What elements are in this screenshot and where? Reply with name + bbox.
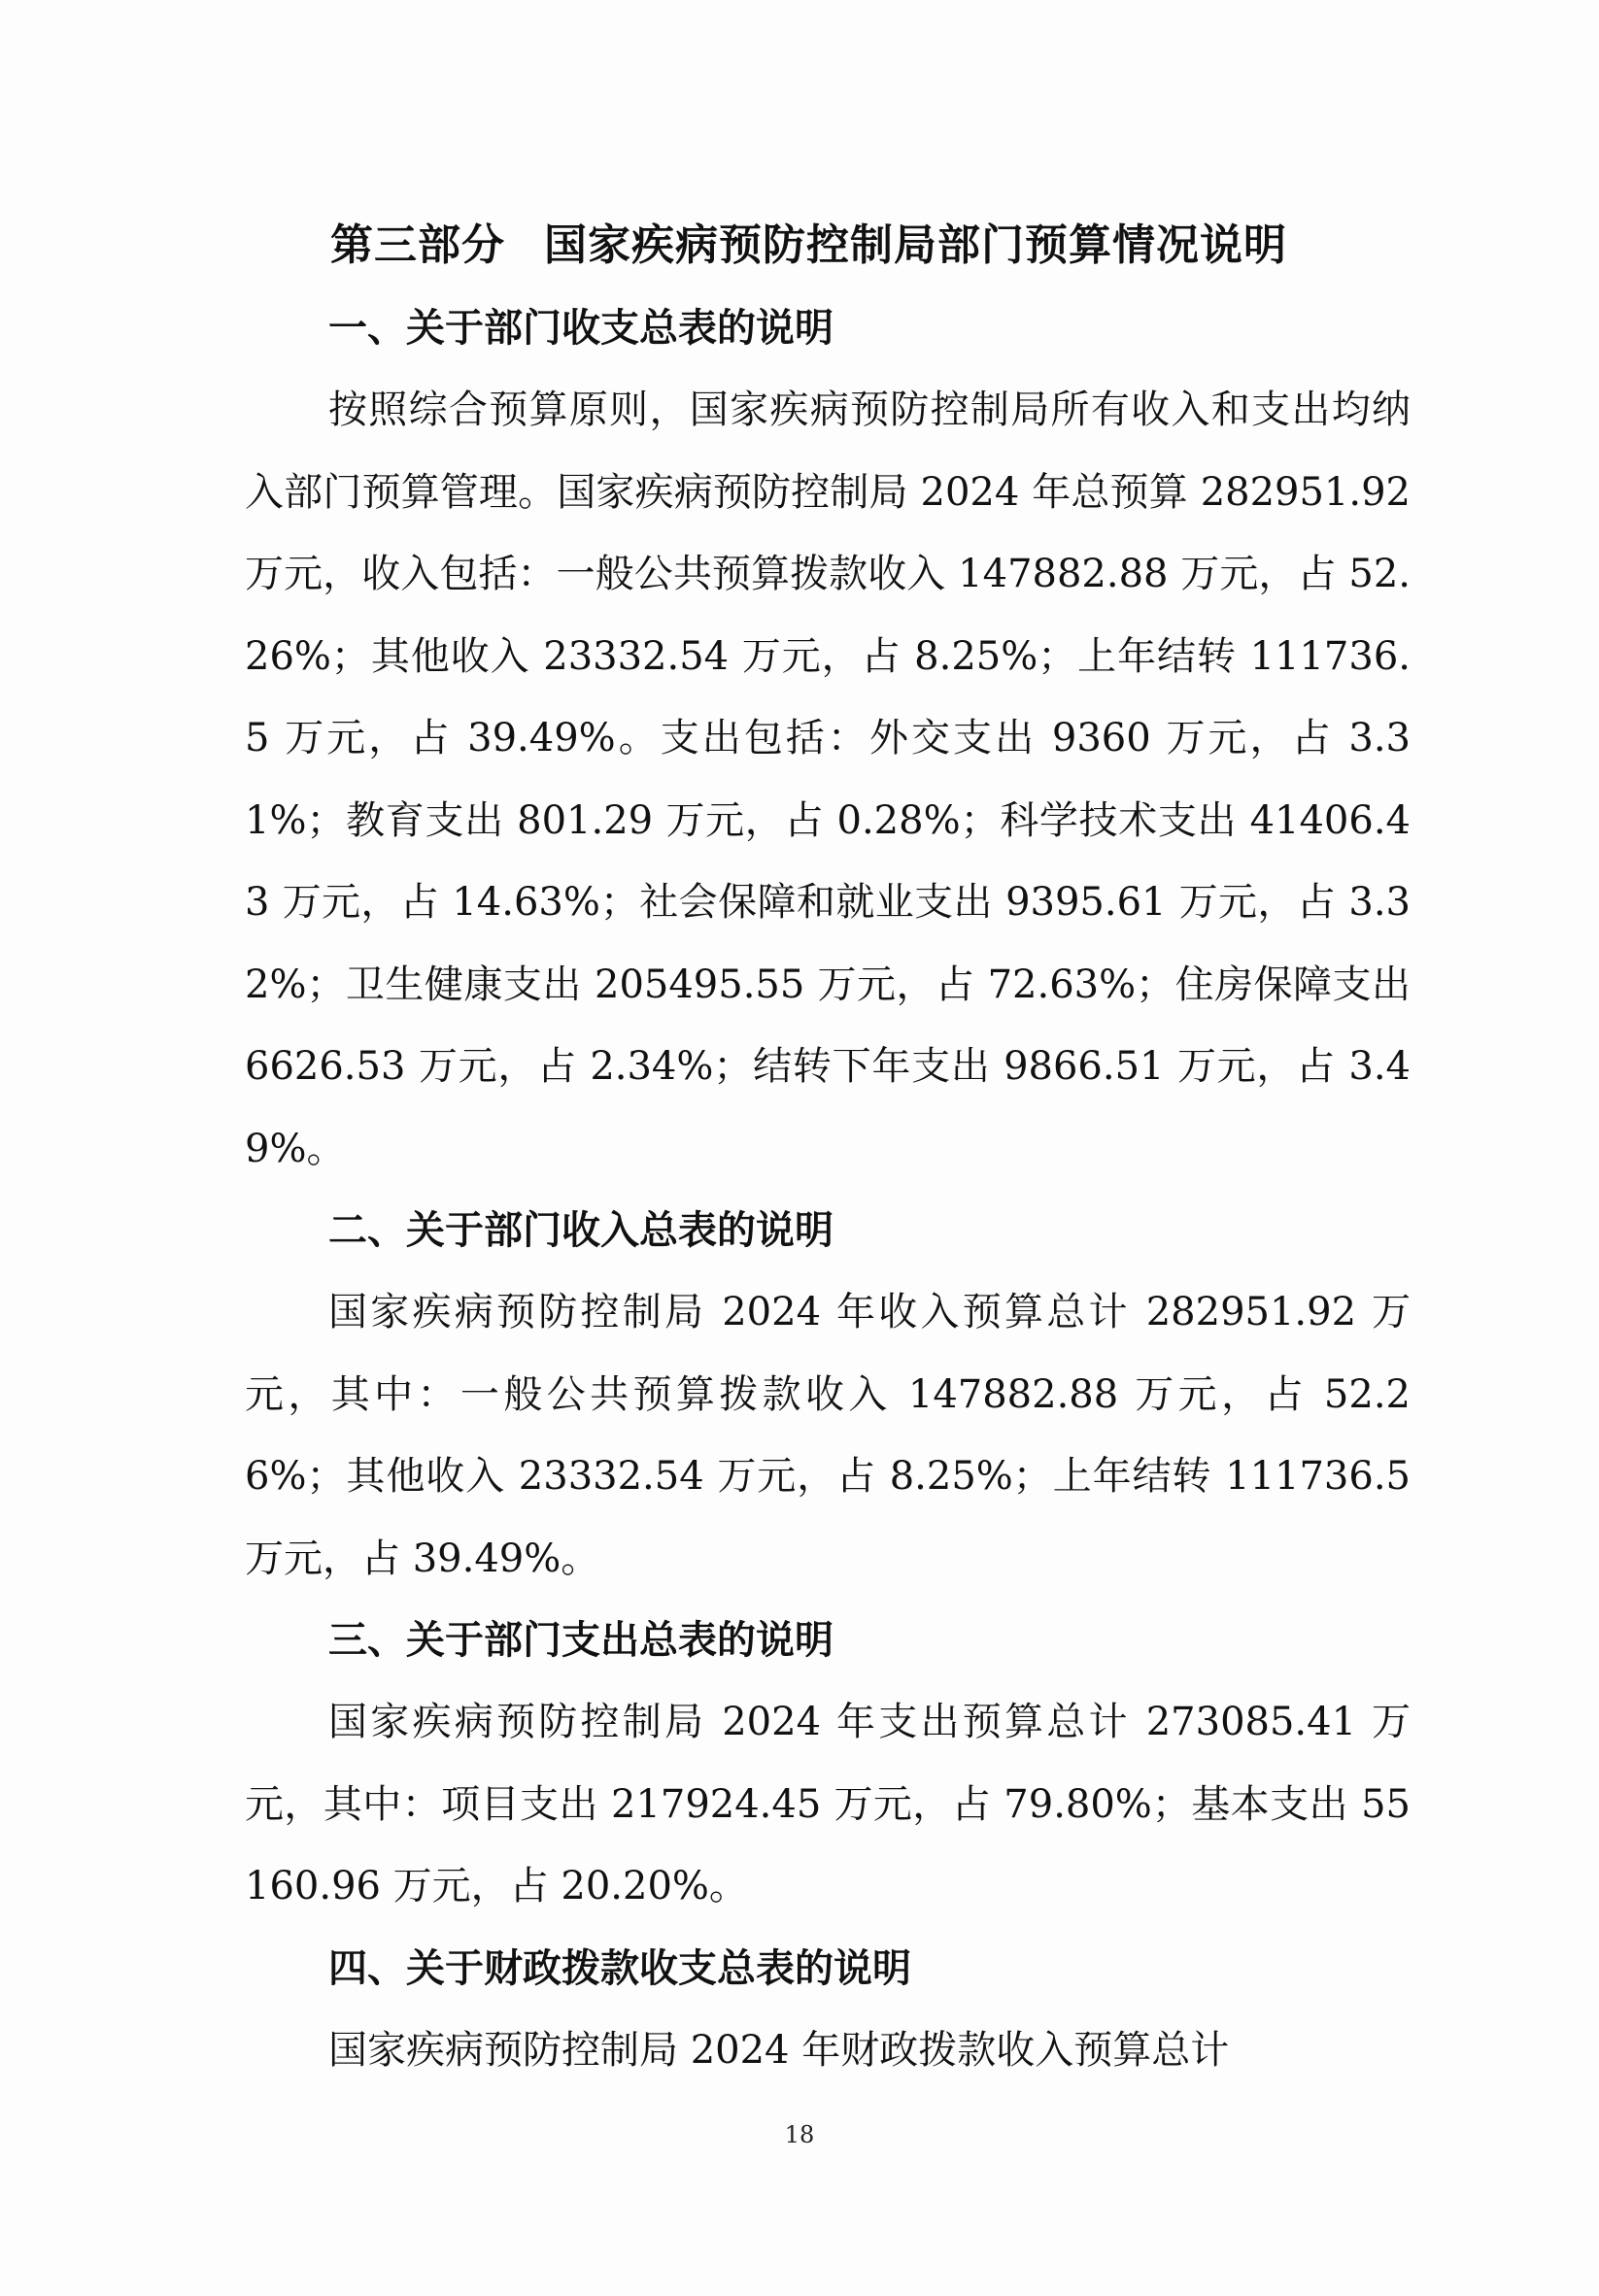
part-title (330, 204, 1411, 287)
section-heading-4: 四、关于财政拨款收支总表的说明 (328, 1945, 911, 1991)
part-title-text: 国家疾病预防控制局部门预算情况说明 (544, 220, 1287, 270)
page-number: 18 (784, 2121, 815, 2148)
section-heading-3: 三、关于部门支出总表的说明 (328, 1618, 834, 1663)
section-paragraph-3: 国家疾病预防控制局 2024 年支出预算总计 273085.41 万元，其中：项目支出 217924.45 万元，占 79.80%；基本支出 55160.96 万元，占 20.20%。 (245, 1700, 1411, 1908)
section-paragraph-1: 按照综合预算原则，国家疾病预防控制局所有收入和支出均纳入部门预算管理。国家疾病预防控制局 2024 年总预算 282951.92 万元，收入包括：一般公共预算拨款收入 147882.88 万元，占 52.26%；其他收入 23332.54 万元，占 8.25%；上年结转 111736.5 万元，占 39.49%。支出包括：外交支出 9360 万元，占 3.31%；教育支出 801.29 万元，占 0.28%；科学技术支出 41406.43 万元，占 14.63%；社会保障和就业支出 9395.61 万元，占 3.32%；卫生健康支出 205495.55 万元，占 72.63%；住房保障支出 6626.53 万元，占 2.34%；结转下年支出 9866.51 万元，占 3.49%。 (245, 388, 1411, 1171)
part-label: 第三部分 (330, 220, 505, 270)
section-paragraph-2: 国家疾病预防控制局 2024 年收入预算总计 282951.92 万元，其中：一般公共预算拨款收入 147882.88 万元，占 52.26%；其他收入 23332.54 万元，占 8.25%；上年结转 111736.5 万元，占 39.49%。 (245, 1290, 1411, 1581)
document-body (245, 204, 1411, 2091)
section-paragraph-4: 国家疾病预防控制局 2024 年财政拨款收入预算总计 (328, 2027, 1230, 2073)
section-heading-2: 二、关于部门收入总表的说明 (328, 1208, 834, 1253)
section-heading-1: 一、关于部门收支总表的说明 (328, 306, 834, 351)
